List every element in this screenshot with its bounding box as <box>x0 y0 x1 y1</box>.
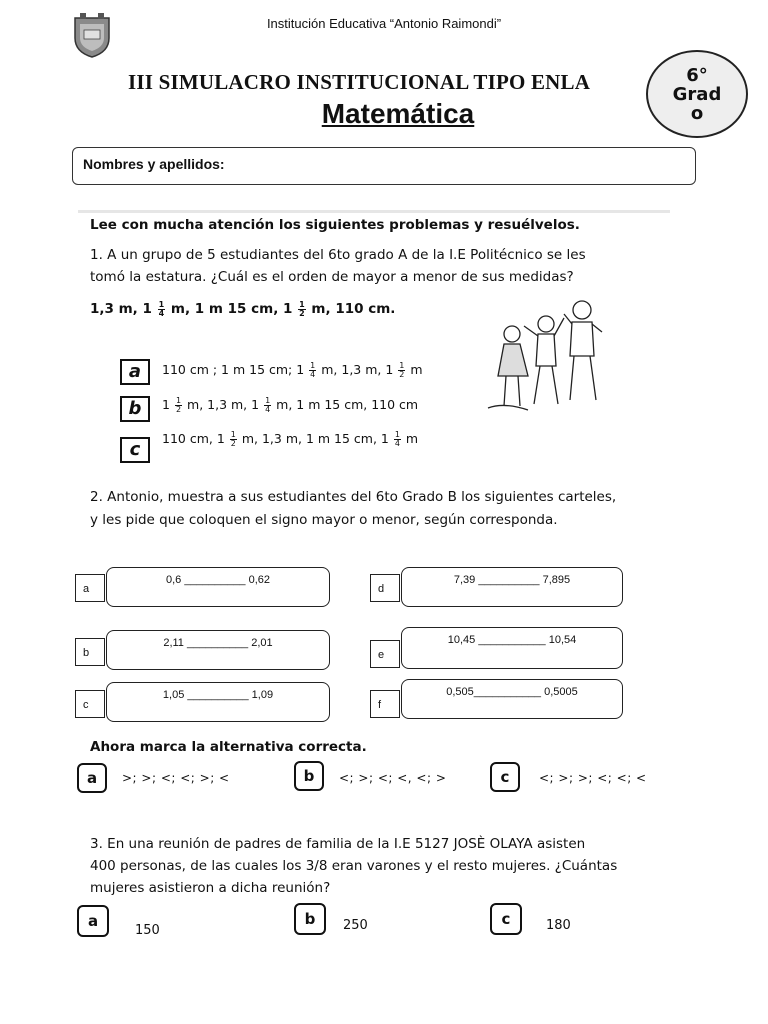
fraction: $\frac{1}{2}$ <box>299 299 305 318</box>
cmp-card-f[interactable]: 0,505___________ 0,5005 <box>401 679 623 719</box>
cmp-card-d[interactable]: 7,39 __________ 7,895 <box>401 567 623 607</box>
name-label: Nombres y apellidos: <box>83 156 225 172</box>
name-field[interactable] <box>72 147 696 185</box>
grade-badge <box>646 50 748 138</box>
cmp-label-e: e <box>370 640 400 668</box>
subject-title: Matemática <box>321 98 475 129</box>
grade-line: o <box>690 102 704 124</box>
q2-line-2: y les pide que coloquen el signo mayor o menor, según corresponda. <box>90 512 558 528</box>
q3-alternative-c[interactable]: c <box>490 903 522 935</box>
q2-alternative-a[interactable]: a <box>77 763 107 793</box>
q1-option-b-text: 1 $\frac{1}{2}$ m, 1,3 m, 1 $\frac{1}{4}$ m, 1 m 15 cm, 110 cm <box>162 396 419 414</box>
q1-text: 1. A un grupo de 5 estudiantes del 6to grado A de la I.E Politécnico se les <box>90 247 586 263</box>
q2-alternative-c-text: <; >; >; <; <; < <box>539 771 647 785</box>
cmp-label-f: f <box>370 690 400 718</box>
q3-line-2: 400 personas, de las cuales los 3/8 eran varones y el resto mujeres. ¿Cuántas <box>90 858 618 874</box>
measure-text: 1,3 m, 1 <box>90 301 152 317</box>
cmp-card-a[interactable]: 0,6 __________ 0,62 <box>106 567 330 607</box>
q1-measures <box>90 298 395 320</box>
cmp-label-d: d <box>370 574 400 602</box>
measure-text: m, 110 cm. <box>311 301 396 317</box>
q1-option-a[interactable] <box>120 359 150 385</box>
cmp-label-a: a <box>75 574 105 602</box>
cmp-label-c: c <box>75 690 105 718</box>
q2-alternative-a-text: >; >; <; <; >; < <box>122 771 230 785</box>
cmp-label-b: b <box>75 638 105 666</box>
q3-alternative-a[interactable]: a <box>77 905 109 937</box>
option-letter: a <box>128 361 142 382</box>
q1-option-a-text: 110 cm ; 1 m 15 cm; 1 $\frac{1}{4}$ m, 1,3 m, 1 $\frac{1}{2}$ m <box>162 361 423 379</box>
q2-prompt: Ahora marca la alternativa correcta. <box>90 739 367 755</box>
measure-text: m, 1 m 15 cm, 1 <box>170 301 293 317</box>
q1-option-b[interactable] <box>120 396 150 422</box>
q2-alternative-c[interactable]: c <box>490 762 520 792</box>
option-letter: c <box>129 439 141 460</box>
grade-line: 6° <box>686 64 708 86</box>
q3-line-1: 3. En una reunión de padres de familia de la I.E 5127 JOSÈ OLAYA asisten <box>90 836 586 852</box>
q2-line-1: 2. Antonio, muestra a sus estudiantes del 6to Grado B los siguientes carteles, <box>90 489 617 505</box>
q3-alternative-c-value: 180 <box>546 918 571 933</box>
q3-line-3: mujeres asistieron a dicha reunión? <box>90 880 331 896</box>
instructions: Lee con mucha atención los siguientes problemas y resuélvelos. <box>90 217 580 233</box>
q3-alternative-a-value: 150 <box>135 923 160 938</box>
q3-alternative-b[interactable]: b <box>294 903 326 935</box>
cmp-card-c[interactable]: 1,05 __________ 1,09 <box>106 682 330 722</box>
q1-option-c-text: 110 cm, 1 $\frac{1}{2}$ m, 1,3 m, 1 m 15 cm, 1 $\frac{1}{4}$ m <box>162 430 419 448</box>
q2-alternative-b-text: <; >; <; <, <; > <box>339 771 447 785</box>
q2-alternative-b[interactable]: b <box>294 761 324 791</box>
cmp-card-b[interactable]: 2,11 __________ 2,01 <box>106 630 330 670</box>
q1-line-2: tomó la estatura. ¿Cuál es el orden de mayor a menor de sus medidas? <box>90 269 574 285</box>
grade-line: Grad <box>672 83 722 105</box>
q1-option-c[interactable] <box>120 437 150 463</box>
institution-name: Institución Educativa “Antonio Raimondi” <box>266 16 502 31</box>
scan-edge <box>78 210 670 213</box>
students-illustration <box>484 296 614 416</box>
option-letter: b <box>128 398 142 419</box>
exam-title: III SIMULACRO INSTITUCIONAL TIPO ENLA <box>128 70 591 94</box>
q3-alternative-b-value: 250 <box>343 918 368 933</box>
fraction: $\frac{1}{4}$ <box>158 299 165 318</box>
cmp-card-e[interactable]: 10,45 ___________ 10,54 <box>401 627 623 669</box>
q1-line-1 <box>90 244 586 266</box>
